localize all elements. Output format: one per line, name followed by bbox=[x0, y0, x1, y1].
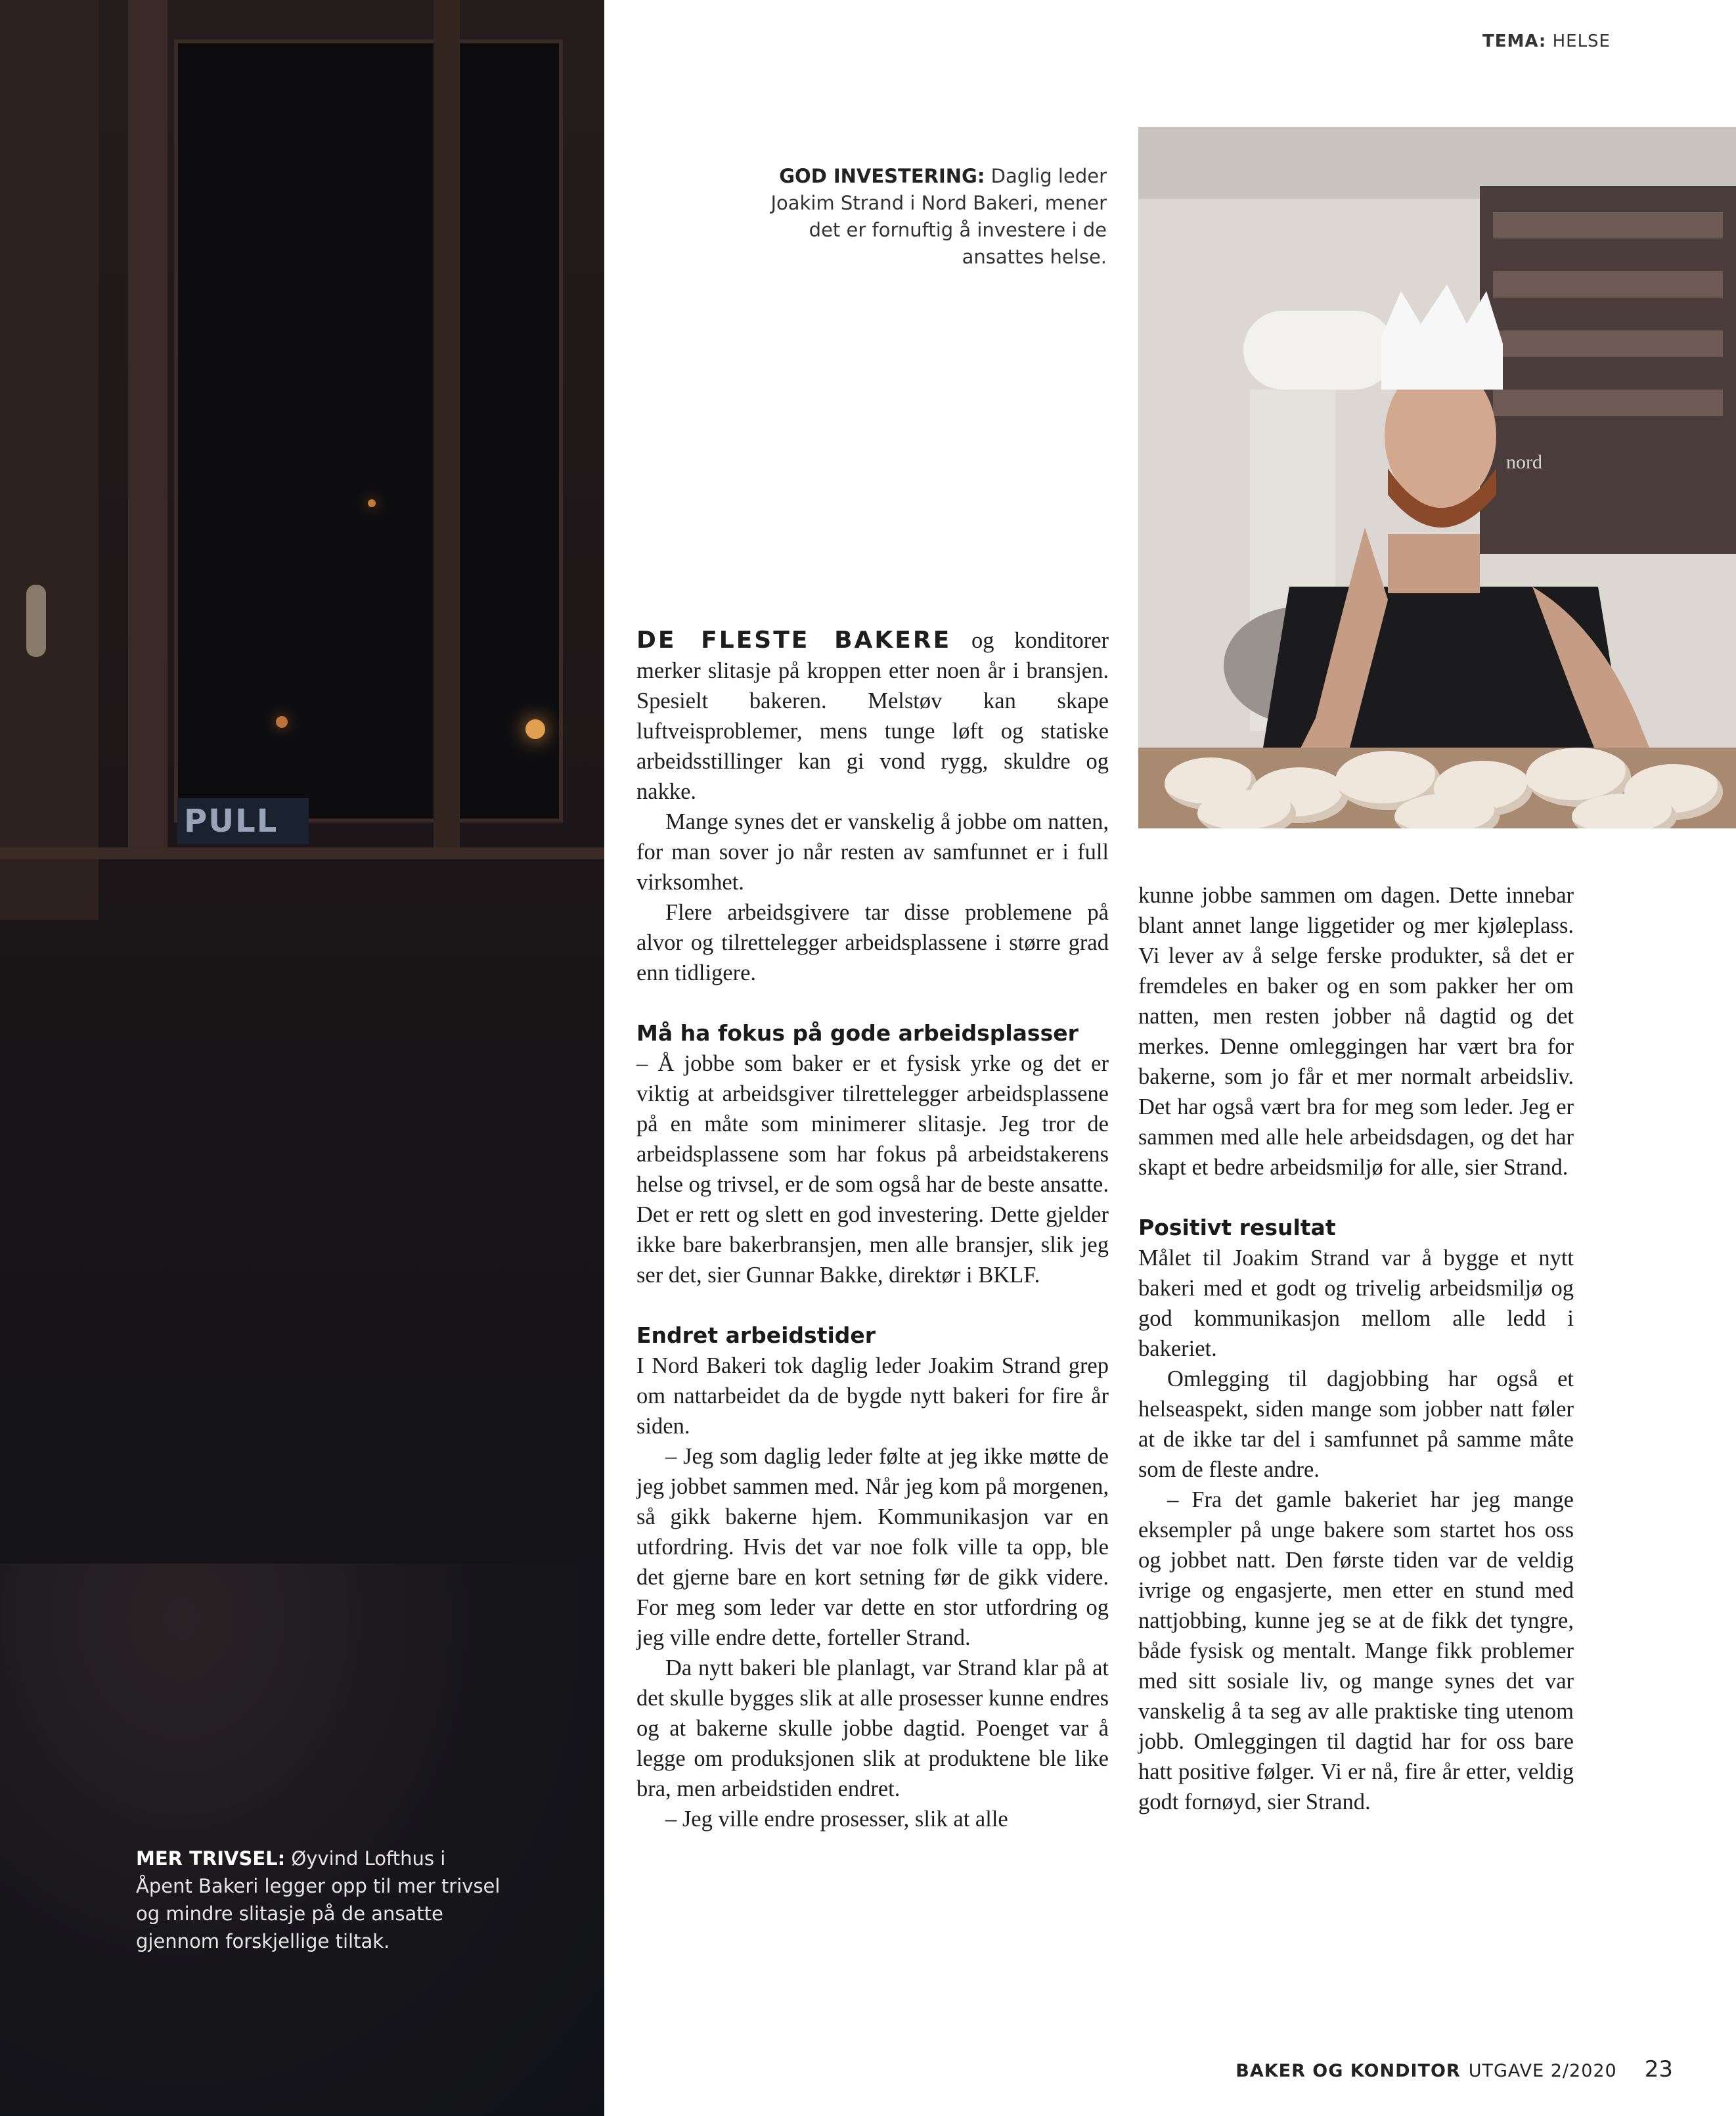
portrait-illustration bbox=[1138, 127, 1736, 828]
paragraph: – Jeg som daglig leder følte at jeg ikke møtte de jeg jobbet sammen med. Når jeg kom på morgenen, så gikk bakerne hjem. Kommunikasjon var en utfordring. Hvis det var noe folk ville ta opp, ble det gjerne bare en kort setning før de gikk videre. For meg som leder var dette en stor utfordring og jeg ville endre dette, forteller Strand. bbox=[636, 1444, 1109, 1650]
paragraph: I Nord Bakeri tok daglig leder Joakim Strand grep om nattarbeidet da de bygde nytt bakeri for fire år siden. bbox=[636, 1353, 1109, 1439]
left-photo-caption bbox=[136, 1845, 504, 1955]
baker-portrait-photo bbox=[1138, 127, 1736, 828]
shirt-logo: nord bbox=[1506, 451, 1542, 473]
intro-text: og konditorer merker slitasje på kroppen etter noen år i bransjen. Spesielt bakeren. Melstøv kan skape luftveisproblemer, mens tunge løft og statiske arbeidsstillinger kan gi vond rygg, skuldre og nakke. bbox=[636, 628, 1109, 804]
subheading: Positivt resultat bbox=[1138, 1215, 1336, 1240]
article-column-left bbox=[636, 625, 1109, 1834]
section-tag bbox=[1482, 32, 1611, 51]
portrait-caption bbox=[762, 163, 1107, 271]
intro-lead: DE FLESTE BAKERE bbox=[636, 627, 952, 654]
page-footer bbox=[1235, 2056, 1673, 2082]
section-label: TEMA: bbox=[1482, 32, 1547, 51]
paragraph: – Jeg ville endre prosesser, slik at alle bbox=[665, 1807, 1008, 1832]
intro-paragraph bbox=[636, 625, 1109, 807]
caption-lead: GOD INVESTERING: bbox=[779, 165, 985, 187]
paragraph: Flere arbeidsgivere tar disse problemene på alvor og tilrettelegger arbeidsplassene i større grad enn tidligere. bbox=[636, 900, 1109, 985]
paragraph: kunne jobbe sammen om dagen. Dette innebar blant annet lange liggetider og mer kjøleplass. Vi lever av å selge ferske produkter, så det er fremdeles en baker og en som pakker her om natten, men resten jobber nå dagtid og det merkes. Denne omleggingen har vært bra for bakerne, som jo får et mer normalt arbeidsliv. Det har også vært bra for meg som leder. Jeg er sammen med alle hele arbeidsdagen, og det har skapt et bedre arbeidsmiljø for alle, sier Strand. bbox=[1138, 883, 1574, 1180]
paragraph: Mange synes det er vanskelig å jobbe om natten, for man sover jo når resten av samfunnet er i full virksomhet. bbox=[636, 809, 1109, 895]
paragraph: Målet til Joakim Strand var å bygge et nytt bakeri med et godt og trivelig arbeidsmiljø og god kommunikasjon mellom alle ledd i bakeriet. bbox=[1138, 1246, 1574, 1361]
article-column-right bbox=[1138, 880, 1574, 1817]
subheading: Endret arbeidstider bbox=[636, 1322, 876, 1348]
issue-label: UTGAVE 2/2020 bbox=[1468, 2061, 1617, 2081]
caption-lead: MER TRIVSEL: bbox=[136, 1847, 286, 1870]
subheading: Må ha fokus på gode arbeidsplasser bbox=[636, 1020, 1079, 1046]
paragraph: Omlegging til dagjobbing har også et helseaspekt, siden mange som jobber natt føler at de ikke tar del i samfunnet på samme måte som de fleste andre. bbox=[1138, 1366, 1574, 1482]
section-value: HELSE bbox=[1552, 32, 1611, 51]
magazine-name: BAKER OG KONDITOR bbox=[1235, 2061, 1461, 2081]
caption-text: Daglig leder Joakim Strand i Nord Bakeri, mener det er fornuftig å investere i de ansattes helse. bbox=[770, 165, 1107, 268]
pull-sign: PULL bbox=[177, 798, 309, 844]
paragraph: – Fra det gamle bakeriet har jeg mange eksempler på unge bakere som startet hos oss og jobbet natt. Den første tiden var de veldig ivrige og engasjerte, men etter en stund med nattjobbing, kunne jeg se at de fikk det tyngre, både fysisk og mentalt. Mange fikk problemer med sitt sosiale liv, og mange synes det var vanskelig å ta seg av alle praktiske ting utenom jobb. Omleggingen til dagtid har for oss bare hatt positive følger. Vi er nå, fire år etter, veldig godt fornøyd, sier Strand. bbox=[1138, 1487, 1574, 1814]
paragraph: Da nytt bakeri ble planlagt, var Strand klar på at det skulle bygges slik at alle prosesser kunne endres og at bakerne skulle jobbe dagtid. Poenget var å legge om produksjonen slik at produktene ble like bra, men arbeidstiden endret. bbox=[636, 1655, 1109, 1801]
caption-text: Øyvind Lofthus i Åpent Bakeri legger opp til mer trivsel og mindre slitasje på de ansatte gjennom forskjellige tiltak. bbox=[136, 1847, 501, 1952]
page-number: 23 bbox=[1644, 2056, 1673, 2082]
paragraph: – Å jobbe som baker er et fysisk yrke og det er viktig at arbeidsgiver tilrettelegger arbeidsplassene på en måte som minimerer slitasje. Jeg tror de arbeidsplassene som har fokus på arbeidstakerens helse og trivsel, er de som også har de beste ansatte. Det er rett og slett en god investering. Dette gjelder ikke bare bakerbransjen, men alle bransjer, slik jeg ser det, sier Gunnar Bakke, direktør i BKLF. bbox=[636, 1051, 1109, 1288]
bakery-interior-photo bbox=[0, 0, 604, 2116]
